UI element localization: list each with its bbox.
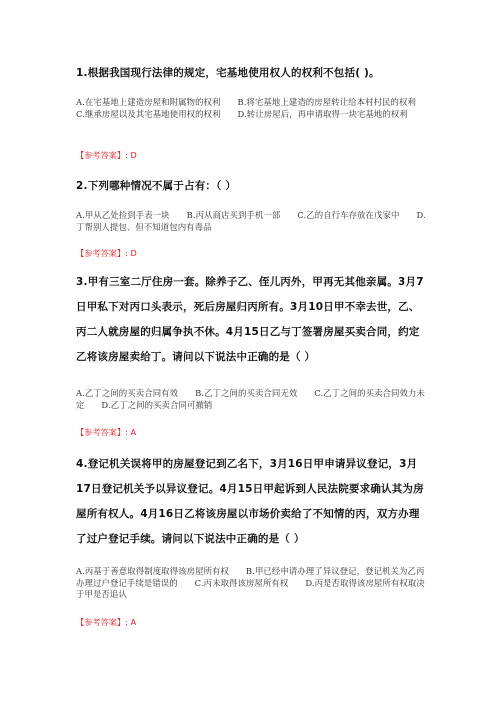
- question-4-text: 4.登记机关误将甲的房屋登记到乙名下，3月16日甲申请异议登记，3月17日登记机关予以异议登记。4月15日甲起诉到人民法院要求确认其为房屋所有权人。4月16日乙将该房屋以市场价卖给了不知情的丙，双方办理了过户登记手续。请问以下说法中正确的是（ ）: [76, 458, 424, 545]
- question-2-answer: 【参考答案】: D: [76, 248, 137, 258]
- question-1-answer: 【参考答案】: D: [76, 150, 137, 160]
- question-4-options: A.丙基于善意取得制度取得该房屋所有权 B.甲已经申请办理了异议登记，登记机关为乙丙办理过户登记手续是错误的 C.丙未取得该房屋所有权 D.丙是否取得该房屋所有权取决于甲是否追认: [76, 566, 425, 599]
- question-1-text: 1.根据我国现行法律的规定，宅基地使用权人的权利不包括( )。: [76, 67, 380, 79]
- question-4-answer: 【参考答案】: A: [76, 617, 137, 627]
- question-2-options: A.甲从乙处捡到手表一块 B.丙从商店买到手机一部 C.乙的自行车存放在戊家中 D.丁帮别人提包、但不知道包内有毒品: [76, 210, 426, 232]
- question-2-text: 2.下列哪种情况不属于占有：（ ）: [76, 180, 237, 192]
- question-3-options: A.乙丁之间的买卖合同有效 B.乙丁之间的买卖合同无效 C.乙丁之间的买卖合同效力未定 D.乙丁之间的买卖合同可撤销: [76, 388, 425, 410]
- question-3-text: 3.甲有三室二厅住房一套。除养子乙、侄儿丙外，甲再无其他亲属。3月7日甲私下对丙口头表示，死后房屋归丙所有。3月10日甲不幸去世，乙、丙二人就房屋的归属争执不休。4月15日乙与丁签署房屋买卖合同，约定乙将该房屋卖给丁。请问以下说法中正确的是（ ）: [76, 276, 424, 363]
- question-3-answer: 【参考答案】: A: [76, 427, 137, 437]
- question-1-options: A.在宅基地上建造房屋和附属物的权利 B.将宅基地上建造的房屋转让给本村村民的权利 C.继承房屋以及其宅基地使用权的权利 D.转让房屋后，再申请取得一块宅基地的权利: [76, 97, 433, 119]
